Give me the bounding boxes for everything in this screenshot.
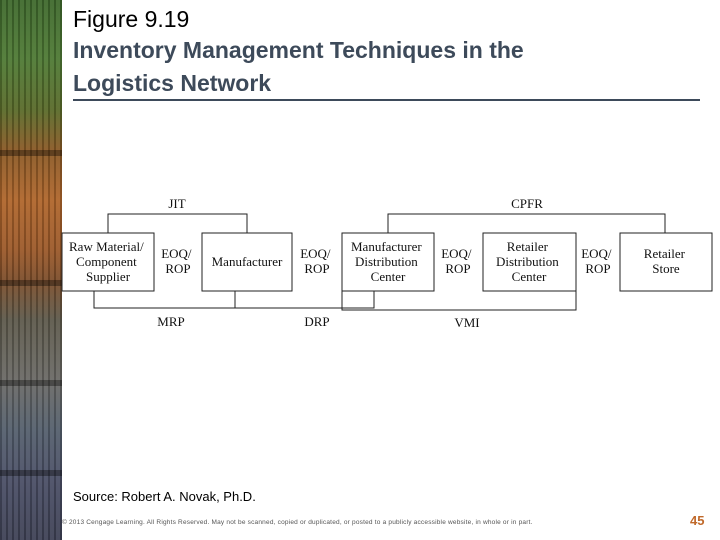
group-label-vmi: VMI xyxy=(454,315,480,330)
copyright-notice: © 2013 Cengage Learning. All Rights Reserved. May not be scanned, copied or duplicated, or posted to a publicly accessible website, in whole or in part. xyxy=(62,519,533,526)
node-eoq-rop-2: EOQ/ ROP xyxy=(300,246,331,276)
node-raw-material: Raw Material/ Component Supplier xyxy=(69,239,144,284)
node-eoq-rop-1: EOQ/ ROP xyxy=(161,246,192,276)
drp-bracket xyxy=(235,291,374,308)
group-label-drp: DRP xyxy=(304,314,330,329)
vmi-bracket xyxy=(342,291,576,310)
node-eoq-rop-4: EOQ/ ROP xyxy=(581,246,612,276)
node-manufacturer-distribution-center: Manufacturer Distribution Center xyxy=(351,239,422,284)
group-label-jit: JIT xyxy=(168,196,186,211)
group-label-cpfr: CPFR xyxy=(511,196,543,211)
node-eoq-rop-3: EOQ/ ROP xyxy=(441,246,472,276)
figure-number: Figure 9.19 xyxy=(73,6,190,32)
node-manufacturer: Manufacturer xyxy=(211,254,283,269)
page-number: 45 xyxy=(690,513,705,528)
node-retailer-distribution-center: Retailer Distribution Center xyxy=(495,239,559,284)
jit-bracket xyxy=(108,214,247,233)
node-retailer-store: Retailer Store xyxy=(643,246,685,276)
title-line-3: Logistics Network xyxy=(73,70,272,96)
mrp-bracket xyxy=(94,291,235,308)
group-label-mrp: MRP xyxy=(157,314,185,329)
title-line-2: Inventory Management Techniques in the xyxy=(73,37,524,63)
source-note: Source: Robert A. Novak, Ph.D. xyxy=(73,489,256,504)
cpfr-bracket xyxy=(388,214,665,233)
